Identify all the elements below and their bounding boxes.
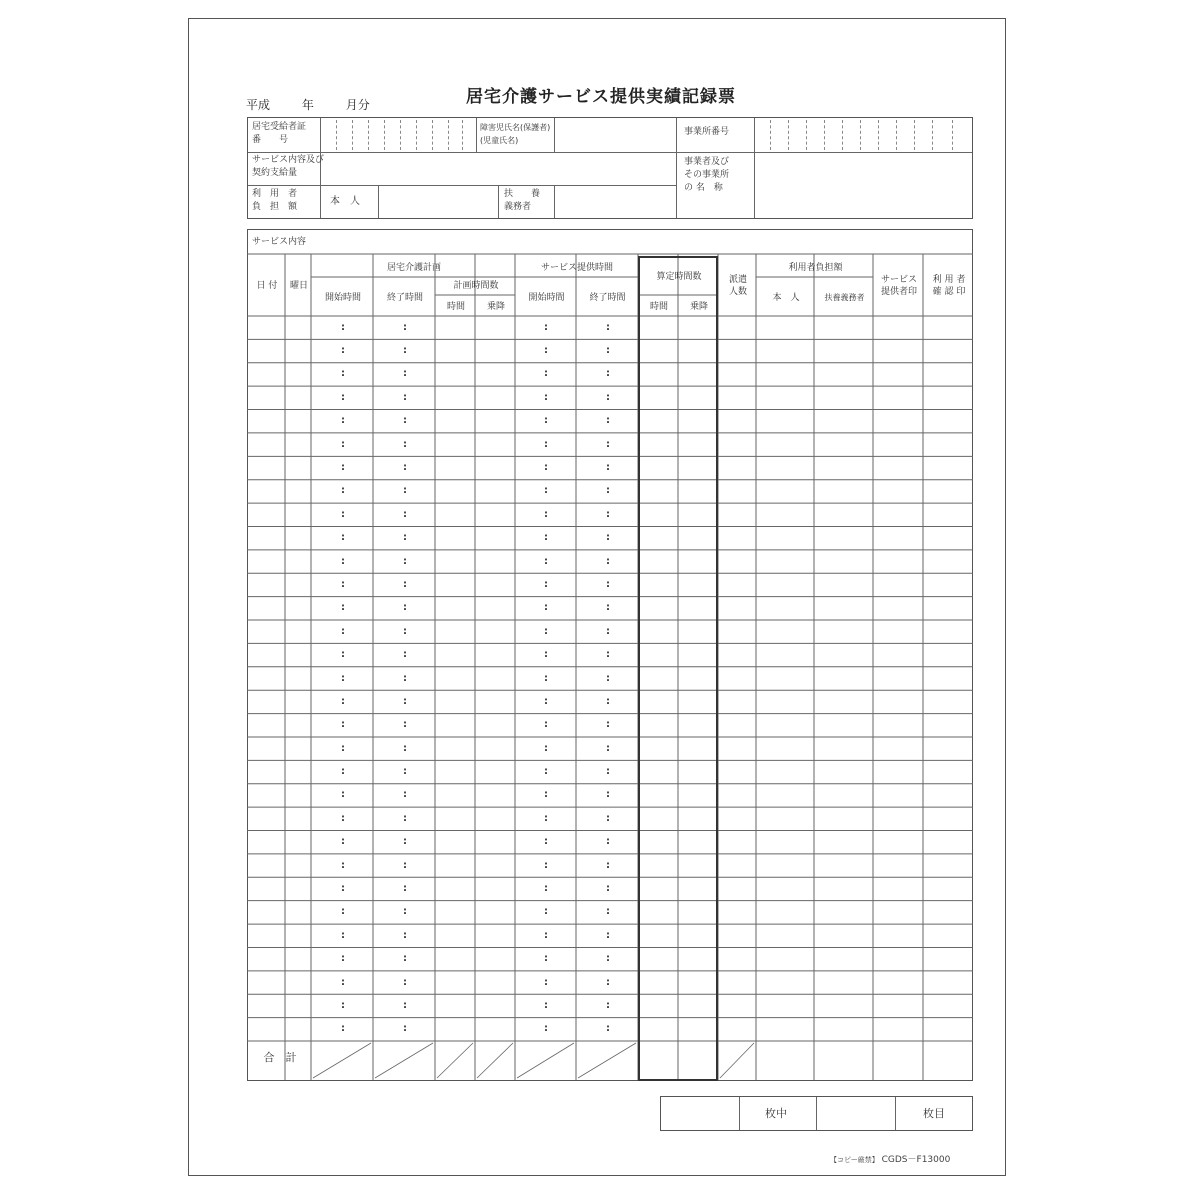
guardian-label: 扶 養 義務者 xyxy=(504,189,541,212)
time-colon: : xyxy=(403,1023,407,1035)
era-label: 平成 xyxy=(246,98,271,112)
time-colon: : xyxy=(403,578,407,590)
time-colon: : xyxy=(341,602,345,614)
time-colon: : xyxy=(606,859,610,871)
time-colon: : xyxy=(606,578,610,590)
time-colon: : xyxy=(403,882,407,894)
time-colon: : xyxy=(341,859,345,871)
time-colon: : xyxy=(606,695,610,707)
dispatch-header: 派遣 人数 xyxy=(728,275,747,297)
time-colon: : xyxy=(544,836,548,848)
time-colon: : xyxy=(341,929,345,941)
time-colon: : xyxy=(544,789,548,801)
calc-board-header: 乗降 xyxy=(689,302,708,312)
burden-guardian-header: 扶養義務者 xyxy=(824,293,865,302)
time-colon: : xyxy=(403,766,407,778)
time-colon: : xyxy=(544,882,548,894)
time-colon: : xyxy=(606,555,610,567)
time-colon: : xyxy=(403,976,407,988)
time-colon: : xyxy=(403,485,407,497)
time-colon: : xyxy=(606,836,610,848)
provider-seal-header: サービス 提供者印 xyxy=(880,275,917,297)
time-colon: : xyxy=(341,649,345,661)
time-colon: : xyxy=(341,321,345,333)
time-colon: : xyxy=(606,415,610,427)
time-colon: : xyxy=(341,555,345,567)
time-colon: : xyxy=(403,602,407,614)
time-colon: : xyxy=(606,391,610,403)
time-colon: : xyxy=(544,578,548,590)
plan-board-header: 乗降 xyxy=(486,302,505,312)
time-colon: : xyxy=(544,999,548,1011)
time-colon: : xyxy=(341,906,345,918)
time-colon: : xyxy=(403,789,407,801)
total-diagonal xyxy=(313,1043,371,1078)
time-colon: : xyxy=(341,508,345,520)
service-record-table xyxy=(247,229,973,1081)
time-colon: : xyxy=(544,321,548,333)
time-colon: : xyxy=(606,532,610,544)
time-colon: : xyxy=(403,859,407,871)
time-colon: : xyxy=(544,415,548,427)
month-label: 月分 xyxy=(345,98,370,112)
time-colon: : xyxy=(403,391,407,403)
total-diagonal xyxy=(437,1043,473,1078)
calc-time-header: 時間 xyxy=(649,302,668,312)
plan-start-header: 開始時間 xyxy=(324,293,361,303)
time-colon: : xyxy=(341,345,345,357)
time-colon: : xyxy=(403,555,407,567)
time-colon: : xyxy=(341,532,345,544)
time-colon: : xyxy=(544,695,548,707)
service-content-label: サービス内容 xyxy=(252,237,307,247)
time-colon: : xyxy=(544,391,548,403)
time-colon: : xyxy=(403,906,407,918)
time-colon: : xyxy=(341,625,345,637)
page-number-suffix: 枚目 xyxy=(923,1107,945,1120)
time-colon: : xyxy=(403,812,407,824)
time-colon: : xyxy=(341,836,345,848)
time-colon: : xyxy=(606,649,610,661)
time-colon: : xyxy=(403,695,407,707)
time-colon: : xyxy=(606,789,610,801)
time-colon: : xyxy=(341,882,345,894)
plan-time-header: 時間 xyxy=(446,302,465,312)
time-colon: : xyxy=(544,1023,548,1035)
time-colon: : xyxy=(403,625,407,637)
form-code xyxy=(830,1152,950,1165)
calc-group-header: 算定時間数 xyxy=(656,272,702,282)
time-colon: : xyxy=(403,321,407,333)
time-colon: : xyxy=(544,976,548,988)
recipient-number-label: 居宅受給者証 番 号 xyxy=(252,122,307,145)
time-colon: : xyxy=(341,391,345,403)
time-colon: : xyxy=(544,719,548,731)
time-colon: : xyxy=(544,555,548,567)
time-colon: : xyxy=(341,1023,345,1035)
total-label: 合 計 xyxy=(263,1051,297,1064)
time-colon: : xyxy=(341,415,345,427)
time-colon: : xyxy=(606,508,610,520)
time-colon: : xyxy=(544,766,548,778)
time-colon: : xyxy=(341,742,345,754)
time-colon: : xyxy=(606,999,610,1011)
time-colon: : xyxy=(606,953,610,965)
period-line xyxy=(246,96,398,113)
total-diagonal xyxy=(720,1043,754,1078)
time-colon: : xyxy=(341,789,345,801)
user-burden-label: 利 用 者 負 担 額 xyxy=(252,189,298,212)
time-colon: : xyxy=(606,929,610,941)
time-colon: : xyxy=(544,462,548,474)
time-colon: : xyxy=(606,719,610,731)
time-colon: : xyxy=(341,368,345,380)
time-colon: : xyxy=(341,719,345,731)
time-colon: : xyxy=(403,462,407,474)
time-colon: : xyxy=(606,766,610,778)
time-colon: : xyxy=(606,1023,610,1035)
actual-group-header: サービス提供時間 xyxy=(540,263,613,273)
time-colon: : xyxy=(403,649,407,661)
time-colon: : xyxy=(341,976,345,988)
total-diagonal xyxy=(578,1043,636,1078)
time-colon: : xyxy=(606,742,610,754)
time-colon: : xyxy=(544,508,548,520)
time-colon: : xyxy=(544,812,548,824)
time-colon: : xyxy=(403,532,407,544)
burden-group-header: 利用者負担額 xyxy=(788,263,843,273)
time-colon: : xyxy=(606,321,610,333)
time-colon: : xyxy=(341,999,345,1011)
office-number-label: 事業所番号 xyxy=(684,127,730,137)
time-colon: : xyxy=(341,695,345,707)
time-colon: : xyxy=(403,438,407,450)
time-colon: : xyxy=(606,368,610,380)
plan-group-header: 居宅介護計画 xyxy=(386,263,441,273)
time-colon: : xyxy=(341,672,345,684)
time-colon: : xyxy=(403,999,407,1011)
plan-hours-header: 計画時間数 xyxy=(453,281,499,291)
page-count-box xyxy=(660,1096,973,1131)
actual-start-header: 開始時間 xyxy=(528,293,565,303)
recipient-info-box xyxy=(247,117,973,219)
time-colon: : xyxy=(341,438,345,450)
year-label: 年 xyxy=(301,98,314,112)
time-colon: : xyxy=(341,812,345,824)
time-colon: : xyxy=(606,906,610,918)
time-colon: : xyxy=(544,859,548,871)
total-diagonal xyxy=(477,1043,513,1078)
time-colon: : xyxy=(403,929,407,941)
copy-notice: 【コピー厳禁】 xyxy=(830,1156,879,1164)
time-colon: : xyxy=(544,438,548,450)
time-colon: : xyxy=(544,906,548,918)
time-colon: : xyxy=(544,953,548,965)
time-colon: : xyxy=(544,625,548,637)
actual-end-header: 終了時間 xyxy=(589,293,626,303)
time-colon: : xyxy=(606,812,610,824)
time-colon: : xyxy=(544,532,548,544)
burden-self-header: 本 人 xyxy=(772,293,800,303)
time-colon: : xyxy=(403,836,407,848)
time-colon: : xyxy=(403,368,407,380)
date-header: 日 付 xyxy=(256,281,278,291)
form-title: 居宅介護サービス提供実績記録票 xyxy=(466,87,736,107)
time-colon: : xyxy=(544,485,548,497)
time-colon: : xyxy=(341,953,345,965)
time-colon: : xyxy=(606,345,610,357)
time-colon: : xyxy=(403,742,407,754)
service-amount-label: サービス内容及び 契約支給量 xyxy=(252,155,325,178)
time-colon: : xyxy=(544,929,548,941)
time-colon: : xyxy=(341,578,345,590)
time-colon: : xyxy=(403,415,407,427)
time-colon: : xyxy=(606,672,610,684)
form-code-value: CGDS－F13000 xyxy=(881,1155,951,1165)
total-pages-suffix: 枚中 xyxy=(765,1107,787,1120)
total-diagonal xyxy=(517,1043,574,1078)
total-diagonal xyxy=(375,1043,433,1078)
office-name-label: 事業者及び その事業所 の 名 称 xyxy=(684,157,730,193)
time-colon: : xyxy=(403,508,407,520)
time-colon: : xyxy=(544,345,548,357)
payer-label: 障害児氏名(保護者) (児童氏名) xyxy=(480,123,551,145)
time-colon: : xyxy=(606,485,610,497)
time-colon: : xyxy=(606,462,610,474)
time-colon: : xyxy=(544,649,548,661)
user-seal-header: 利 用 者 確 認 印 xyxy=(932,275,966,297)
plan-end-header: 終了時間 xyxy=(386,293,423,303)
time-colon: : xyxy=(544,602,548,614)
time-colon: : xyxy=(606,438,610,450)
time-colon: : xyxy=(544,672,548,684)
time-colon: : xyxy=(341,485,345,497)
time-colon: : xyxy=(544,742,548,754)
time-colon: : xyxy=(606,976,610,988)
time-colon: : xyxy=(403,672,407,684)
self-label: 本 人 xyxy=(330,196,360,207)
time-colon: : xyxy=(544,368,548,380)
time-colon: : xyxy=(606,602,610,614)
time-colon: : xyxy=(341,766,345,778)
time-colon: : xyxy=(341,462,345,474)
weekday-header: 曜日 xyxy=(289,281,308,291)
time-colon: : xyxy=(403,719,407,731)
time-colon: : xyxy=(403,953,407,965)
time-colon: : xyxy=(606,625,610,637)
time-colon: : xyxy=(606,882,610,894)
time-colon: : xyxy=(403,345,407,357)
